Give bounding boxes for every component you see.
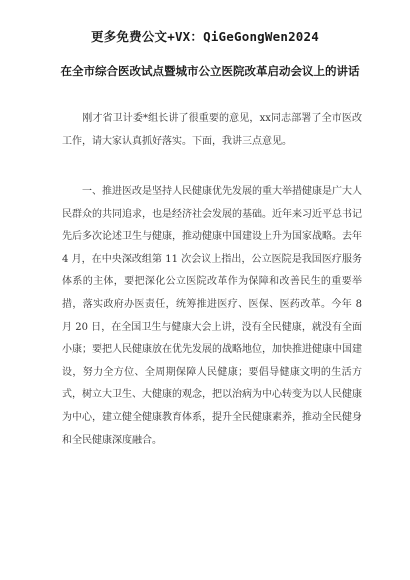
- paragraph-intro: 刚才省卫计委*组长讲了很重要的意见，xx同志部署了全市医改工作，请大家认真抓好落实。下面，我讲三点意见。: [62, 113, 362, 147]
- document-title: 在全市综合医改试点暨城市公立医院改革启动会议上的讲话: [60, 64, 360, 78]
- paragraph-section-one: 一、推进医改是坚持人民健康优先发展的重大举措健康是广大人民群众的共同追求，也是经济社会发展的基础。近年来习近平总书记先后多次论述卫生与健康，推动健康中国建设上升为国家战略。去年 4 月，在中央深改组第 11 次会议上指出，公立医院是我国医疗服务体系的主体，要把深化公立医院改革作为保障和改善民生的重要举措，落实政府办医责任，统筹推进医疗、医保、医药改革。今年 8 月 20 日，在全国卫生与健康大会上讲，没有全民健康，就没有全面小康；要把人民健康放在优先发展的战略地位，加快推进健康中国建设，努力全方位、全周期保障人民健康；要倡导健康文明的生活方式，树立大卫生、大健康的观念，把以治病为中心转变为以人民健康为中心，建立健全健康教育体系，提升全民健康素养，推动全民健身和全民健康深度融合。: [62, 186, 362, 446]
- page-header: 更多免费公文+VX：QiGeGongWen2024: [91, 29, 319, 44]
